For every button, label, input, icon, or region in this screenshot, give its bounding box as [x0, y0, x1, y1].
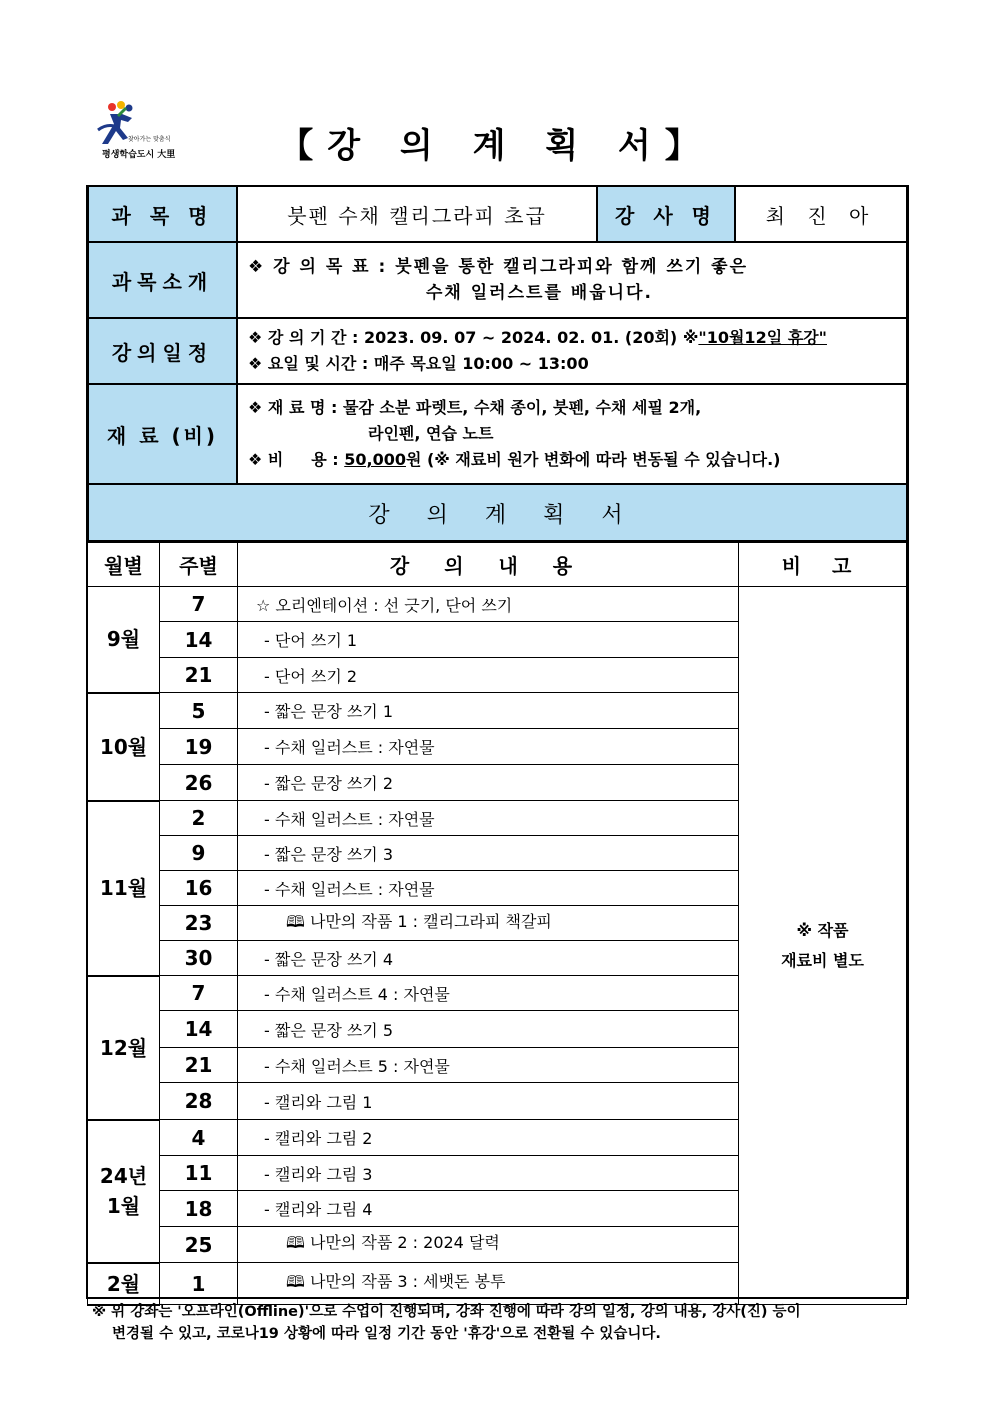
- course-info-table: [87, 185, 908, 543]
- material-label: 재 료 (비): [88, 384, 237, 484]
- intro-line2: 수채 일러스트를 배웁니다.: [426, 283, 653, 303]
- schedule-time: ❖ 요일 및 시간 : 매주 목요일 10:00 ~ 13:00: [248, 354, 589, 373]
- lecture-content-cell: - 수채 일러스트 5 : 자연물: [238, 1048, 739, 1083]
- lecture-content-cell: - 수채 일러스트 4 : 자연물: [238, 976, 739, 1011]
- footnote: [92, 1301, 912, 1345]
- intro-content: [237, 242, 907, 318]
- lecture-content-cell: - 짧은 문장 쓰기 5: [238, 1011, 739, 1048]
- week-cell: 14: [160, 1011, 238, 1048]
- remarks-cell: [739, 587, 907, 1305]
- remarks-line1: ※ 작품: [796, 920, 849, 940]
- week-cell: 7: [160, 976, 238, 1011]
- material-line2: 라인펜, 연습 노트: [368, 424, 494, 443]
- lecture-content-cell: - 짧은 문장 쓰기 4: [238, 941, 739, 976]
- lecture-content-cell: - 수채 일러스트 : 자연물: [238, 871, 739, 906]
- footnote-line2: 변경될 수 있고, 코로나19 상황에 따라 일정 기간 동안 '휴강'으로 전환될 수 있습니다.: [112, 1326, 661, 1342]
- week-cell: 21: [160, 1048, 238, 1083]
- subject-value: 붓펜 수채 캘리그라피 초급: [237, 186, 597, 242]
- week-cell: 16: [160, 871, 238, 906]
- week-cell: 7: [160, 587, 238, 622]
- material-cost-amount: 50,000: [344, 450, 406, 469]
- footnote-line1: ※ 위 강좌는 '오프라인(Offline)'으로 수업이 진행되며, 강좌 진행에 따라 강의 일정, 강의 내용, 강사(진) 등이: [92, 1304, 801, 1320]
- month-cell: 2월: [88, 1263, 160, 1305]
- week-cell: 21: [160, 658, 238, 693]
- plan-row: [88, 587, 907, 622]
- lecture-content-cell: - 수채 일러스트 : 자연물: [238, 729, 739, 765]
- week-cell: 23: [160, 906, 238, 941]
- schedule-period: ❖ 강 의 기 간 : 2023. 09. 07 ~ 2024. 02. 01. (20회) ※: [248, 328, 699, 347]
- material-content: [237, 384, 907, 484]
- instructor-value: 최 진 아: [735, 186, 907, 242]
- week-cell: 1: [160, 1263, 238, 1305]
- week-cell: 19: [160, 729, 238, 765]
- schedule-label: 강의일정: [88, 318, 237, 384]
- lecture-content-cell: 🕮 나만의 작품 1 : 캘리그라피 책갈피: [238, 906, 739, 941]
- week-cell: 9: [160, 836, 238, 871]
- lecture-content-cell: - 캘리와 그림 2: [238, 1120, 739, 1156]
- week-cell: 28: [160, 1083, 238, 1120]
- lecture-content-cell: - 짧은 문장 쓰기 3: [238, 836, 739, 871]
- lecture-content-cell: - 수채 일러스트 : 자연물: [238, 801, 739, 836]
- intro-line1: ❖ 강 의 목 표 : 붓펜을 통한 캘리그라피와 함께 쓰기 좋은: [248, 257, 749, 277]
- logo-tagline: 찾아가는 맞춤식: [128, 136, 171, 143]
- logo-name: 평생학습도시 大里: [102, 150, 176, 160]
- lecture-content-cell: 🕮 나만의 작품 2 : 2024 달력: [238, 1227, 739, 1263]
- header-note: 비 고: [739, 541, 907, 587]
- lecture-content-cell: ☆ 오리엔테이션 : 선 긋기, 단어 쓰기: [238, 587, 739, 622]
- week-cell: 4: [160, 1120, 238, 1156]
- lecture-content-cell: - 짧은 문장 쓰기 1: [238, 693, 739, 729]
- lecture-content-cell: - 단어 쓰기 2: [238, 658, 739, 693]
- material-cost-label: ❖ 비 용 :: [248, 450, 345, 469]
- header-week: 주별: [160, 541, 238, 587]
- week-cell: 5: [160, 693, 238, 729]
- document-title: 【강 의 계 획 서】: [279, 126, 713, 166]
- month-cell: 11월: [88, 801, 160, 976]
- instructor-label: 강 사 명: [597, 186, 735, 242]
- lecture-content-cell: 🕮 나만의 작품 3 : 세뱃돈 봉투: [238, 1263, 739, 1305]
- month-cell: 9월: [88, 587, 160, 693]
- week-cell: 18: [160, 1191, 238, 1227]
- plan-section-title: 강 의 계 획 서: [88, 484, 907, 542]
- week-cell: 25: [160, 1227, 238, 1263]
- lecture-content-cell: - 짧은 문장 쓰기 2: [238, 765, 739, 801]
- schedule-break-note: "10월12일 휴강": [698, 328, 827, 347]
- remarks-line2: 재료비 별도: [781, 950, 864, 970]
- month-cell: 12월: [88, 976, 160, 1120]
- material-cost-note: 원 (※ 재료비 원가 변화에 따라 변동될 수 있습니다.): [405, 450, 781, 469]
- subject-label: 과 목 명: [88, 186, 237, 242]
- month-cell: 10월: [88, 693, 160, 801]
- lecture-content-cell: - 캘리와 그림 4: [238, 1191, 739, 1227]
- lecture-content-cell: - 캘리와 그림 3: [238, 1156, 739, 1191]
- intro-label: 과목소개: [88, 242, 237, 318]
- material-line1: ❖ 재 료 명 : 물감 소분 파렛트, 수채 종이, 붓펜, 수채 세필 2개,: [248, 398, 702, 417]
- week-cell: 2: [160, 801, 238, 836]
- lecture-plan-table: [87, 540, 907, 1306]
- week-cell: 26: [160, 765, 238, 801]
- lecture-content-cell: - 캘리와 그림 1: [238, 1083, 739, 1120]
- schedule-content: [237, 318, 907, 384]
- header-content: 강 의 내 용: [238, 541, 739, 587]
- week-cell: 14: [160, 622, 238, 658]
- month-cell: 24년 1월: [88, 1120, 160, 1263]
- week-cell: 30: [160, 941, 238, 976]
- lecture-content-cell: - 단어 쓰기 1: [238, 622, 739, 658]
- week-cell: 11: [160, 1156, 238, 1191]
- header-month: 월별: [88, 541, 160, 587]
